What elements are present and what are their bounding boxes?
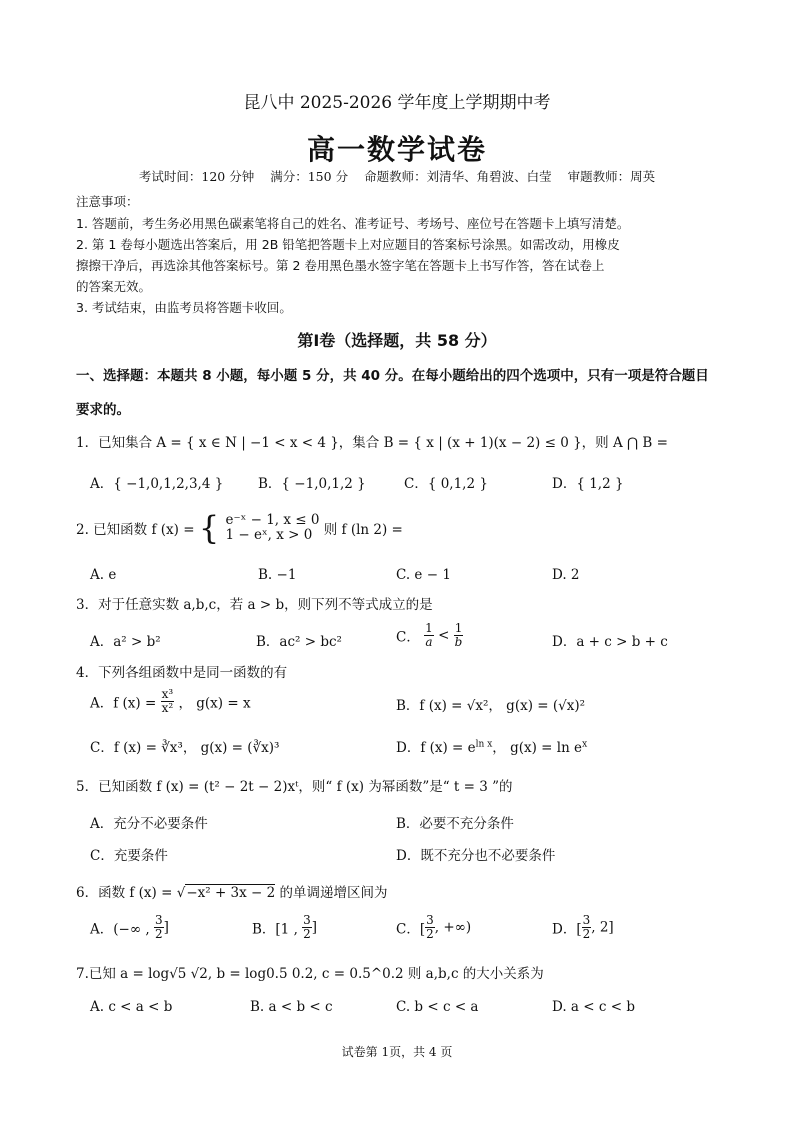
question-1: 1．已知集合 A = { x ∈ N | −1 < x < 4 }，集合 B = { x | (x + 1)(x − 2) ≤ 0 }，则 A ⋂ B =	[76, 435, 668, 451]
q6-suffix: 的单调递增区间为	[279, 885, 388, 901]
q5-option-d: D．既不充分也不必要条件	[396, 848, 556, 864]
fraction-denominator: 2	[154, 927, 163, 941]
fraction-numerator: x³	[161, 687, 174, 701]
q4-option-c-g: ， g(x) = (∛x)³	[182, 740, 280, 756]
q4-option-d-f: f (x) = e	[420, 740, 476, 756]
fraction-numerator: 3	[303, 913, 311, 927]
less-than-sign: <	[438, 627, 450, 644]
fraction-denominator: 2	[582, 927, 591, 941]
question-6	[76, 881, 388, 901]
question-3: 3．对于任意实数 a,b,c，若 a > b，则下列不等式成立的是	[76, 597, 433, 613]
note-item: 的答案无效。	[76, 279, 152, 294]
q4-option-d-g: ， g(x) = ln e	[492, 740, 583, 756]
note-item: 1. 答题前，考生务必用黑色碳素笔将自己的姓名、准考证号、考场号、座位号在答题卡上填写清楚。	[76, 216, 630, 231]
brace-symbol: {	[198, 509, 220, 547]
q2-option-b: B. −1	[258, 567, 297, 583]
exponent: ln x	[475, 739, 493, 750]
q6-option-d-post: , 2]	[591, 919, 614, 936]
q7-option-b: B. a < b < c	[250, 999, 333, 1015]
note-item: 擦擦干净后，再选涂其他答案标号。第 2 卷用黑色墨水签字笔在答题卡上书写作答，答在试卷上	[76, 258, 605, 273]
q1-option-b: B．{ −1,0,1,2 }	[258, 476, 366, 492]
q4-option-b-label: B．	[396, 698, 420, 714]
q6-radicand: −x² + 3x − 2	[186, 885, 276, 901]
fraction-numerator: 3	[426, 913, 434, 927]
fraction-denominator: a	[425, 635, 433, 649]
question-5: 5．已知函数 f (x) = (t² − 2t − 2)xᵗ，则“ f (x) 为幂函数”是“ t = 3 ”的	[76, 779, 513, 795]
fraction-numerator: 1	[425, 621, 433, 635]
q6-option-b-pre: B．[1 ,	[252, 921, 298, 938]
part-instruction: 一、选择题：本题共 8 小题，每小题 5 分，共 40 分。在每小题给出的四个选项中，只有一项是符合题目	[76, 368, 709, 384]
section-title: 第Ⅰ卷（选择题，共 58 分）	[297, 331, 497, 350]
q4-option-b	[396, 694, 585, 714]
fraction	[161, 688, 175, 715]
sqrt-symbol: √	[176, 885, 186, 901]
q6-prefix: 6．函数 f (x) =	[76, 885, 173, 901]
q1-option-d: D．{ 1,2 }	[552, 476, 624, 492]
q7-option-c: C. b < c < a	[396, 999, 479, 1015]
note-item: 3. 考试结束，由监考员将答题卡收回。	[76, 300, 292, 315]
fraction-denominator: x²	[161, 701, 174, 715]
q4-option-b-f: f (x) = √x²	[419, 698, 489, 714]
q6-option-c-post: , +∞)	[434, 919, 472, 936]
q4-option-a-g: ， g(x) = x	[178, 695, 251, 712]
question-2	[76, 509, 403, 547]
q3-option-d: D．a + c > b + c	[552, 634, 668, 650]
q4-option-c-f: f (x) = ∛x³	[113, 740, 183, 756]
fraction-denominator: 2	[426, 927, 434, 941]
q4-option-c	[90, 736, 279, 756]
q3-option-b: B．ac² > bc²	[256, 634, 342, 650]
question-7: 7.已知 a = log√5 √2, b = log0.5 0.2, c = 0.5^0.2 则 a,b,c 的大小关系为	[76, 966, 544, 982]
q6-option-b-post: ]	[311, 919, 318, 936]
q5-option-b: B．必要不充分条件	[396, 816, 514, 832]
exam-score: 满分：150 分	[270, 169, 349, 184]
q6-option-a	[90, 914, 169, 941]
exam-school-line: 昆八中 2025-2026 学年度上学期期中考	[243, 93, 551, 113]
page-footer: 试卷第 1页，共 4 页	[341, 1045, 453, 1059]
q3-option-a: A．a² > b²	[90, 634, 161, 650]
fraction	[582, 914, 592, 941]
notes-heading: 注意事项：	[76, 194, 139, 209]
q3-option-c-label: C．	[396, 629, 420, 646]
q5-option-a: A．充分不必要条件	[90, 816, 208, 832]
q7-option-a: A. c < a < b	[90, 999, 173, 1015]
fraction-numerator: 3	[154, 913, 163, 927]
q2-option-a: A. e	[90, 567, 117, 583]
exam-reviewer: 审题教师：周英	[567, 169, 656, 184]
piecewise-cases	[225, 513, 319, 543]
exponent: x	[582, 739, 588, 750]
q4-option-d	[396, 736, 587, 756]
exam-time: 考试时间：120 分钟	[138, 169, 255, 184]
fraction	[302, 914, 312, 941]
fraction-denominator: b	[454, 635, 463, 649]
q6-option-d	[552, 914, 614, 941]
fraction	[154, 914, 164, 941]
fraction	[425, 914, 435, 941]
q6-option-c	[396, 914, 471, 941]
q4-option-a	[90, 688, 251, 715]
q2-option-c: C. e − 1	[396, 567, 451, 583]
q2-option-d: D. 2	[552, 567, 580, 583]
part-instruction: 要求的。	[76, 402, 130, 418]
note-item: 2. 第 1 卷每小题选出答案后，用 2B 铅笔把答题卡上对应题目的答案标号涂黑。如需改动，用橡皮	[76, 237, 620, 252]
q5-option-c: C．充要条件	[90, 848, 168, 864]
q4-option-c-label: C．	[90, 740, 114, 756]
fraction-denominator: 2	[303, 927, 311, 941]
q2-case-2: 1 − eˣ, x > 0	[225, 527, 313, 543]
q4-option-a-label: A．f (x) =	[90, 695, 157, 712]
q6-option-b	[252, 914, 317, 941]
q6-option-c-pre: C．[	[396, 921, 426, 938]
fraction-numerator: 3	[582, 913, 591, 927]
q1-option-c: C．{ 0,1,2 }	[404, 476, 488, 492]
q6-option-d-pre: D．[	[552, 921, 582, 938]
q3-option-c	[396, 622, 463, 649]
q2-suffix: 则 f (ln 2) =	[323, 522, 403, 538]
q6-option-a-post: ]	[163, 919, 169, 936]
fraction	[424, 622, 434, 649]
q2-case-1: e⁻ˣ − 1, x ≤ 0	[225, 512, 320, 528]
page-title: 高一数学试卷	[306, 133, 487, 166]
exam-setters: 命题教师：刘清华、角碧波、白莹	[364, 169, 552, 184]
question-4: 4．下列各组函数中是同一函数的有	[76, 665, 288, 681]
fraction-numerator: 1	[454, 621, 463, 635]
fraction	[454, 622, 464, 649]
q4-option-d-label: D．	[396, 740, 421, 756]
q4-option-b-g: ， g(x) = (√x)²	[488, 698, 586, 714]
exam-info	[0, 167, 794, 185]
q7-option-d: D. a < c < b	[552, 999, 635, 1015]
q1-option-a: A．{ −1,0,1,2,3,4 }	[90, 476, 224, 492]
q6-option-a-pre: A．(−∞ ,	[90, 921, 150, 938]
q2-prefix: 2. 已知函数 f (x) =	[76, 522, 195, 538]
